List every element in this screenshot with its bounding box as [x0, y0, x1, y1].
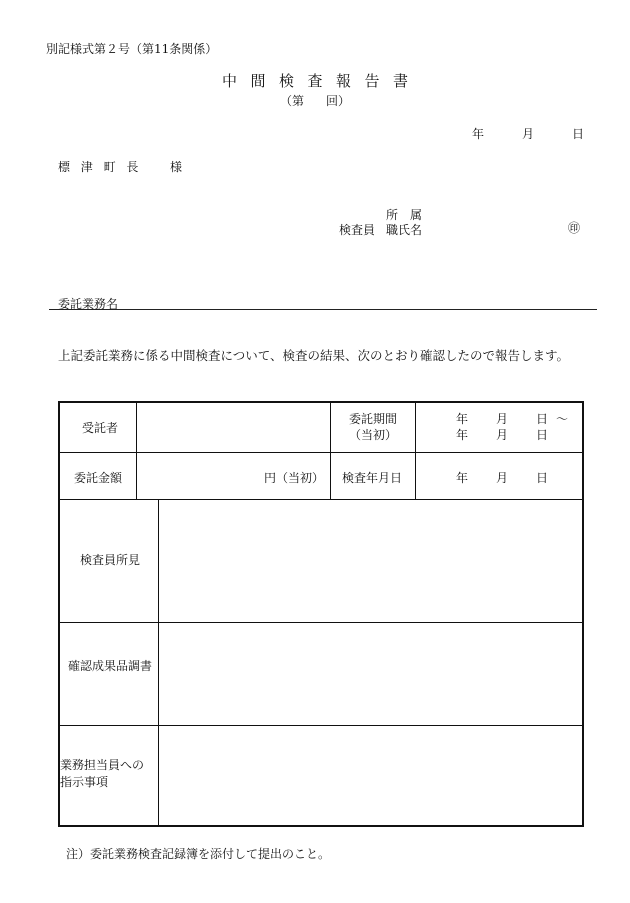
date-year: 年: [471, 127, 484, 141]
row-divider-3: [60, 622, 582, 623]
inspector-label: 検査員: [339, 223, 376, 237]
period-label: [331, 411, 415, 443]
opinion-label: 検査員所見: [80, 553, 141, 567]
period-tilde: ～: [556, 412, 569, 426]
footer-note: 注）委託業務検査記録簿を添付して提出のこと。: [66, 847, 331, 861]
seal-mark: ㊞: [568, 221, 581, 235]
row-divider-1: [60, 452, 582, 453]
col-divider-c: [415, 403, 416, 499]
instructions-label-line1: 業務担当員への: [60, 758, 145, 772]
date-line: [472, 125, 584, 142]
period-to[interactable]: [456, 427, 548, 443]
statement: 上記委託業務に係る中間検査について、検査の結果、次のとおり確認したので報告します。: [58, 348, 570, 363]
form-number: 別記様式第２号（第11条関係）: [46, 42, 218, 56]
contract-name-label: 委託業務名: [58, 297, 119, 311]
name-label: 職氏名: [386, 223, 423, 237]
instructions-label-line2: 指示事項: [60, 775, 109, 789]
period-from-month: 月: [496, 412, 509, 426]
instructions-label: [60, 757, 144, 791]
round-open: （第: [279, 94, 304, 108]
contractor-value[interactable]: [140, 403, 328, 451]
report-table: [58, 401, 584, 827]
opinion-value[interactable]: [160, 501, 580, 621]
date-month: 月: [521, 127, 534, 141]
row-divider-2: [60, 499, 582, 500]
col-divider-a: [136, 403, 137, 499]
period-label-line2: （当初）: [348, 428, 397, 442]
row-divider-4: [60, 725, 582, 726]
round-close: 回）: [326, 94, 351, 108]
inspection-date[interactable]: [456, 469, 548, 486]
addressee-honorific: 様: [170, 160, 183, 174]
amount-label: 委託金額: [74, 471, 123, 485]
period-to-year: 年: [456, 428, 469, 442]
inspection-month: 月: [496, 471, 509, 485]
contract-name-line: [49, 309, 597, 310]
instructions-value[interactable]: [160, 727, 580, 823]
period-from-year: 年: [456, 412, 469, 426]
deliverables-label: 確認成果品調書: [68, 659, 153, 673]
affiliation-label: 所 属: [386, 208, 423, 222]
period-to-month: 月: [496, 428, 509, 442]
contractor-label: 受託者: [82, 421, 119, 435]
addressee: 標津町長: [58, 160, 150, 174]
period-label-line1: 委託期間: [348, 412, 397, 426]
deliverables-value[interactable]: [160, 624, 580, 724]
round-number: [0, 92, 630, 109]
inspection-year: 年: [456, 471, 469, 485]
col-divider-d: [158, 499, 159, 825]
period-from[interactable]: [456, 411, 568, 427]
amount-unit: 円（当初）: [264, 471, 325, 485]
period-to-day: 日: [536, 428, 549, 442]
document-title: 中間検査報告書: [221, 72, 422, 90]
inspection-date-label: 検査年月日: [342, 471, 403, 485]
date-day: 日: [571, 127, 584, 141]
period-from-day: 日: [536, 412, 549, 426]
inspection-day: 日: [536, 471, 549, 485]
